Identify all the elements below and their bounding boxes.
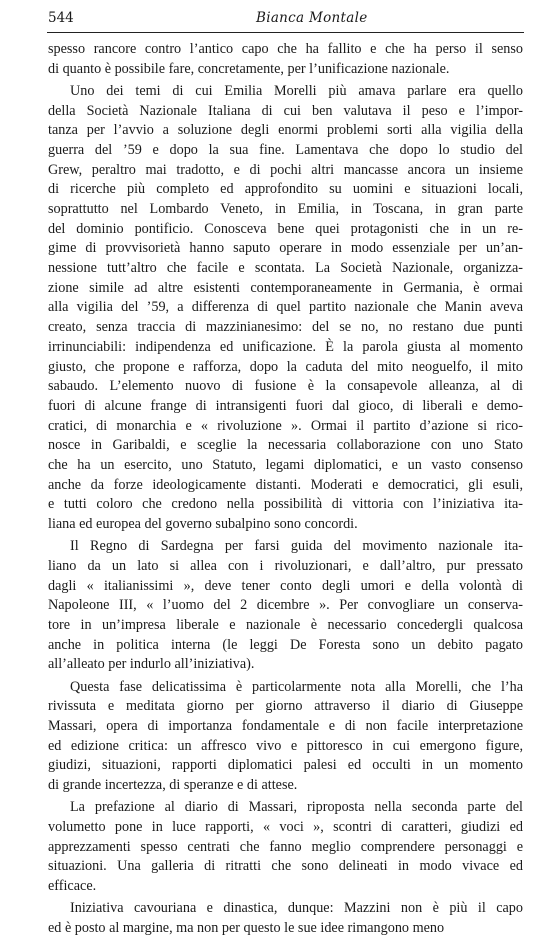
paragraph bbox=[48, 899, 523, 938]
text-line: apprezzamenti spesso centrati che fanno meglio comprendere personaggi e bbox=[48, 838, 523, 855]
text-line: liano da un lato si allea con i rivoluzionari, e dall’altro, pur pressato bbox=[48, 557, 523, 574]
header-rule bbox=[47, 32, 524, 33]
text-line: sabaudo. L’elemento nuovo di fusione è la consapevole alleanza, al di bbox=[48, 378, 523, 395]
text-line: dagli « italianissimi », deve tener conto degli umori e della volontà di bbox=[48, 577, 523, 594]
text-line: soprattutto nel Lombardo Veneto, in Emilia, in Toscana, in gran parte bbox=[48, 201, 523, 217]
text-line: di ricerche più completo ed approfondito su uomini e situazioni locali, bbox=[48, 181, 523, 198]
paragraph bbox=[48, 678, 523, 796]
text-line: rivissuta e meditata giorno per giorno attraverso il diario di Giuseppe bbox=[48, 698, 523, 715]
text-line: cratici, di monarchia e « rivoluzione ». Ormai il partito d’azione si rico- bbox=[48, 417, 523, 434]
text-line: Uno dei temi di cui Emilia Morelli più amava parlare era quello bbox=[70, 82, 523, 99]
text-line: tanza per l’avvio a soluzione degli enormi problemi sorti alla vigilia della bbox=[48, 122, 523, 139]
text-line: ed è posto al margine, ma non per questo le sue idee rimangono meno bbox=[48, 919, 445, 936]
paragraph bbox=[48, 798, 523, 896]
text-line: alla vigilia del ’59, a differenza di quel partito nazionale che Manin aveva bbox=[48, 299, 523, 316]
text-line: e tutti coloro che credono nella possibilità di vittoria con l’iniziativa ita- bbox=[48, 496, 523, 513]
text-line: ed edizione critica: un affresco vivo e pittoresco in cui emergono figure, bbox=[48, 737, 523, 754]
running-title: Bianca Montale bbox=[256, 10, 368, 26]
text-line: della Società Nazionale Italiana di cui ben valutava il peso e l’impor- bbox=[48, 102, 523, 119]
text-line: liana ed europea del governo subalpino sono concordi. bbox=[48, 516, 358, 532]
text-line: tore in un’impresa liberale e nazionale è necessario concedergli qualcosa bbox=[48, 616, 523, 633]
paragraph bbox=[48, 82, 523, 535]
text-line: Questa fase delicatissima è particolarmente nota alla Morelli, che l’ha bbox=[70, 678, 523, 695]
text-line: anche in politica interna (le leggi De Foresta sono un debito pagato bbox=[48, 636, 523, 653]
text-line: creato, senza traccia di mazzinianesimo: del se no, no restano due punti bbox=[48, 319, 523, 336]
text-line: anche da forze ideologicamente distanti. Moderati e democratici, gli esuli, bbox=[48, 476, 523, 493]
page-number: 544 bbox=[48, 10, 74, 26]
text-line: fuori di alcune frange di intransigenti fuori dal gioco, di liberali e demo- bbox=[48, 397, 523, 414]
text-line: giudizi, situazioni, rapporti diplomatici palesi ed occulti in un momento bbox=[48, 757, 523, 774]
text-line: che ha un esercito, uno Statuto, legami diplomatici, e un vasto consenso bbox=[48, 456, 523, 473]
text-line: nessione tutt’altro che facile e scontata. La Società Nazionale, organizza- bbox=[48, 260, 523, 277]
paragraph bbox=[48, 40, 523, 79]
running-header bbox=[48, 10, 524, 30]
text-line: Massari, opera di importanza fondamentale e di non facile interpretazione bbox=[48, 717, 523, 734]
text-line: all’alleato per indurlo all’iniziativa). bbox=[48, 656, 255, 673]
text-line: efficace. bbox=[48, 877, 97, 894]
text-line: Iniziativa cavouriana e dinastica, dunque: Mazzini non è più il capo bbox=[70, 900, 523, 917]
text-line: irrinunciabili: indipendenza ed unificazione. È la parola giusta al momento bbox=[48, 338, 523, 355]
text-line: di grande incertezza, di speranze e di attese. bbox=[48, 776, 298, 793]
text-line: spesso rancore contro l’antico capo che ha fallito e che ha perso il senso bbox=[48, 41, 523, 57]
text-line: situazioni. Una galleria di ritratti che sono delineati in modo vivace ed bbox=[48, 858, 523, 875]
text-line: giusto, che propone e rafforza, dopo la caduta del mito neoguelfo, il mito bbox=[48, 358, 523, 375]
text-line: del dominio pontificio. Conosceva bene quei protagonisti che in un re- bbox=[48, 220, 523, 237]
text-line: gime di provvisorietà hanno saputo operare in modo essenziale per un’an- bbox=[48, 240, 523, 257]
text-line: zione simile ad altre esistenti contemporaneamente in Germania, è ormai bbox=[48, 279, 523, 296]
text-line: nosce in Garibaldi, e sceglie la necessaria collaborazione con uno Stato bbox=[48, 437, 523, 454]
paragraph bbox=[48, 537, 523, 675]
body-text bbox=[48, 40, 523, 938]
text-line: di quanto è possibile fare, concretamente, per l’unificazione nazionale. bbox=[48, 60, 450, 77]
text-line: volumetto pone in luce rapporti, « voci », scontri di caratteri, giudizi ed bbox=[48, 818, 523, 835]
text-line: La prefazione al diario di Massari, riproposta nella seconda parte del bbox=[70, 799, 523, 816]
text-line: Napoleone III, « l’uomo del 2 dicembre ». Per convogliare un conserva- bbox=[48, 597, 523, 614]
text-line: Grew, peraltro mai tradotto, e di pochi altri mancasse ancora un insieme bbox=[48, 161, 523, 178]
text-line: Il Regno di Sardegna per farsi guida del movimento nazionale ita- bbox=[70, 538, 523, 555]
text-line: guerra del ’59 e dopo la sua fine. Lamentava che dopo lo studio del bbox=[48, 141, 523, 158]
